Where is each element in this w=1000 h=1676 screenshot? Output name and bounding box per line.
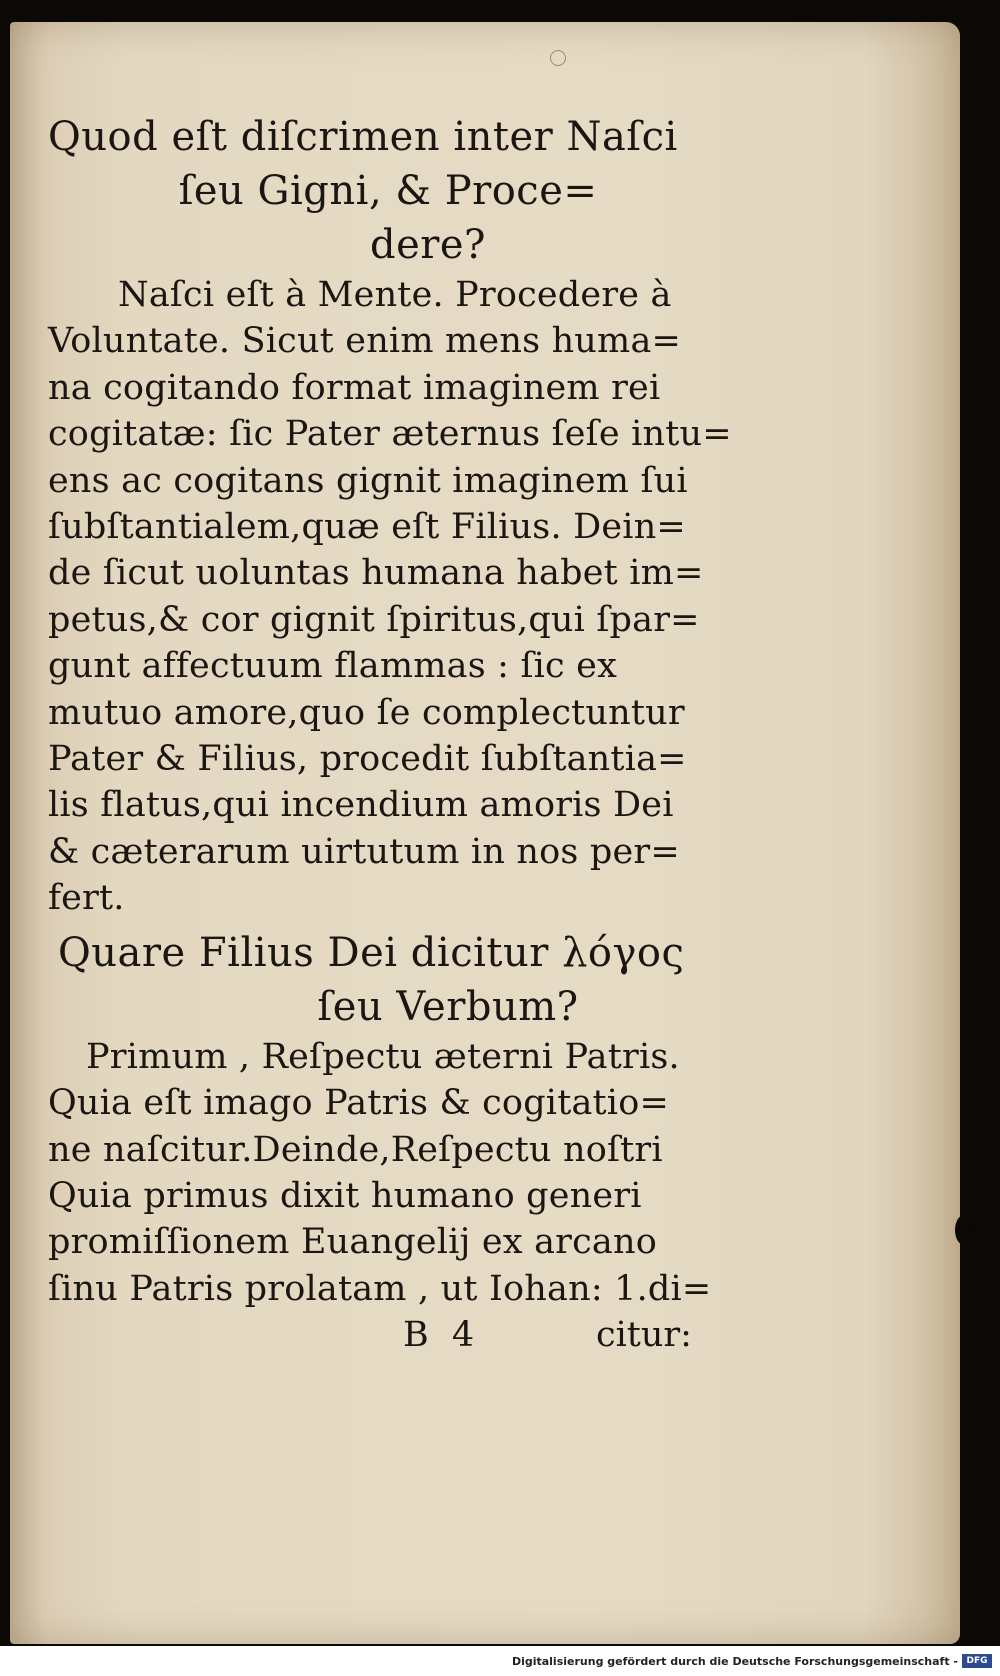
- heading-line: ſeu Verbum?: [317, 983, 579, 1030]
- page-footer: [48, 1312, 692, 1358]
- text-line: mutuo amore,quo ſe complectuntur: [48, 692, 685, 733]
- heading-line: Quod eſt diſcrimen inter Naſci: [48, 114, 678, 160]
- text-line: promiſſionem Euangelij ex arcano: [48, 1222, 657, 1263]
- text-line: Pater & Filius, procedit ſubſtantia=: [48, 739, 687, 780]
- text-line: Quia eſt imago Patris & cogitatio=: [48, 1083, 669, 1124]
- text-line: Quia primus dixit humano generi: [48, 1175, 642, 1216]
- heading-line: Quare Filius Dei dicitur λόγος: [58, 929, 685, 976]
- answer-paragraph-1: [48, 272, 732, 922]
- page-edge-notch: [955, 1215, 973, 1245]
- dfg-logo-icon: DFG: [962, 1654, 992, 1668]
- page-stain-mark: [550, 50, 566, 66]
- text-line: lis flatus,qui incendium amoris Dei: [48, 785, 674, 826]
- credit-bar: [0, 1646, 1000, 1676]
- text-line: ſubſtantialem,quæ eſt Filius. Dein=: [48, 507, 686, 548]
- text-line: gunt affectuum flammas : ſic ex: [48, 646, 618, 687]
- text-line: petus,& cor gignit ſpiritus,qui ſpar=: [48, 599, 700, 640]
- catchword: citur:: [596, 1315, 692, 1356]
- page-text: [48, 110, 732, 1358]
- signature-mark: B 4: [403, 1315, 481, 1356]
- text-line: ſinu Patris prolatam , ut Iohan: 1.di=: [48, 1268, 712, 1309]
- text-line: Voluntate. Sicut enim mens huma=: [48, 321, 682, 362]
- question-heading-1: [48, 110, 688, 272]
- text-line: Naſci eſt à Mente. Procedere à: [118, 275, 672, 315]
- text-line: cogitatæ: ſic Pater æternus ſeſe intu=: [48, 414, 732, 455]
- text-line: Primum , Reſpectu æterni Patris.: [86, 1036, 680, 1077]
- heading-line: ſeu Gigni, & Proce=: [178, 168, 598, 214]
- text-line: de ſicut uoluntas humana habet im=: [48, 553, 704, 594]
- text-line: ne naſcitur.Deinde,Reſpectu noſtri: [48, 1129, 663, 1170]
- text-line: ens ac cogitans gignit imaginem ſui: [48, 460, 688, 501]
- text-line: na cogitando format imaginem rei: [48, 367, 661, 408]
- answer-paragraph-2: [48, 1034, 712, 1312]
- heading-line: dere?: [369, 222, 486, 268]
- text-line: fert.: [48, 878, 125, 919]
- text-line: & cæterarum uirtutum in nos per=: [48, 831, 680, 872]
- question-heading-2: [48, 926, 688, 1034]
- funding-credit: Digitalisierung gefördert durch die Deutsche Forschungsgemeinschaft -: [511, 1655, 958, 1668]
